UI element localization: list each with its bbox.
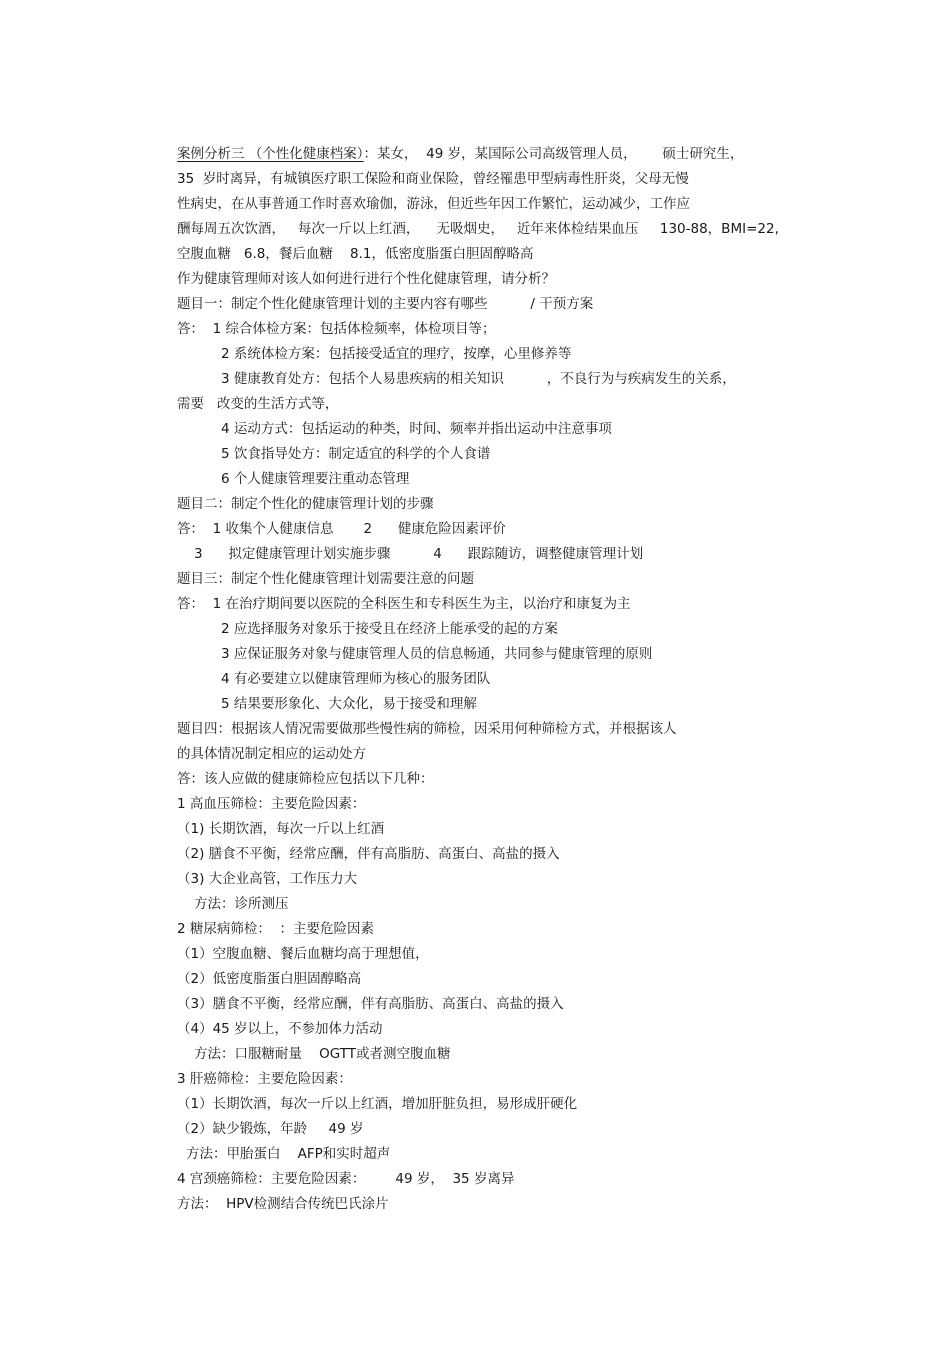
answer-line: 需要 改变的生活方式等， — [177, 396, 339, 412]
screening-hypertension: 1 高血压筛检：主要危险因素： — [177, 796, 366, 812]
risk-factor-item: （2）低密度脂蛋白胆固醇略高 — [177, 971, 362, 987]
screening-method: 方法： HPV检测结合传统巴氏涂片 — [177, 1196, 389, 1212]
answer-line: 2 系统体检方案：包括接受适宜的理疗，按摩，心里修养等 — [221, 346, 572, 362]
question-3-heading: 题目三：制定个性化健康管理计划需要注意的问题 — [177, 571, 474, 587]
answer-line: 4 有必要建立以健康管理师为核心的服务团队 — [221, 671, 491, 687]
risk-factor-item: （2) 膳食不平衡，经常应酬，伴有高脂肪、高蛋白、高盐的摄入 — [177, 846, 560, 862]
question-2-heading: 题目二：制定个性化的健康管理计划的步骤 — [177, 496, 434, 512]
case-title: 案例分析三 （个性化健康档案） — [177, 146, 364, 162]
risk-factor-item: （3) 大企业高管，工作压力大 — [177, 871, 358, 887]
answer-line: 5 结果要形象化、大众化，易于接受和理解 — [221, 696, 477, 712]
case-intro-line-2: 35 岁时离异，有城镇医疗职工保险和商业保险，曾经罹患甲型病毒性肝炎，父母无慢 — [177, 171, 689, 187]
answer-line: 答： 1 收集个人健康信息 2 健康危险因素评价 — [177, 521, 506, 537]
answer-line: 3 拟定健康管理计划实施步骤 4 跟踪随访，调整健康管理计划 — [194, 546, 644, 562]
case-intro-text: ：某女， 49 岁，某国际公司高级管理人员， 硕士研究生， — [363, 146, 744, 162]
answer-line: 4 运动方式：包括运动的种类，时间、频率并指出运动中注意事项 — [221, 421, 612, 437]
screening-diabetes: 2 糖尿病筛检： ：主要危险因素 — [177, 921, 374, 937]
answer-line: 5 饮食指导处方：制定适宜的科学的个人食谱 — [221, 446, 491, 462]
question-4-heading-cont: 的具体情况制定相应的运动处方 — [177, 746, 366, 762]
case-intro-line-1 — [177, 146, 743, 162]
case-question: 作为健康管理师对该人如何进行进行个性化健康管理，请分析？ — [177, 271, 555, 287]
answer-line: 3 应保证服务对象与健康管理人员的信息畅通，共同参与健康管理的原则 — [221, 646, 653, 662]
answer-line: 3 健康教育处方：包括个人易患疾病的相关知识 ，不良行为与疾病发生的关系， — [221, 371, 736, 387]
risk-factor-item: （2）缺少锻炼，年龄 49 岁 — [177, 1121, 364, 1137]
question-1-heading: 题目一：制定个性化健康管理计划的主要内容有哪些 / 干预方案 — [177, 296, 594, 312]
answer-line: 答： 1 综合体检方案：包括体检频率，体检项目等； — [177, 321, 496, 337]
answer-line: 6 个人健康管理要注重动态管理 — [221, 471, 410, 487]
answer-line: 2 应选择服务对象乐于接受且在经济上能承受的起的方案 — [221, 621, 558, 637]
case-intro-line-4: 酬每周五次饮酒， 每次一斤以上红酒， 无吸烟史， 近年来体检结果血压 130-88，BMI=22, — [177, 221, 779, 237]
question-4-heading: 题目四：根据该人情况需要做那些慢性病的筛检，因采用何种筛检方式，并根据该人 — [177, 721, 677, 737]
case-intro-line-3: 性病史，在从事普通工作时喜欢瑜伽，游泳，但近些年因工作繁忙，运动减少，工作应 — [177, 196, 690, 212]
answer-line: 答：该人应做的健康筛检应包括以下几种： — [177, 771, 434, 787]
risk-factor-item: （4）45 岁以上，不参加体力活动 — [177, 1021, 383, 1037]
screening-method: 方法：甲胎蛋白 AFP和实时超声 — [186, 1146, 391, 1162]
risk-factor-item: （1）长期饮酒，每次一斤以上红酒，增加肝脏负担，易形成肝硬化 — [177, 1096, 578, 1112]
screening-method: 方法：口服糖耐量 OGTT或者测空腹血糖 — [194, 1046, 451, 1062]
screening-cervical-cancer: 4 宫颈癌筛检：主要危险因素： 49 岁， 35 岁离异 — [177, 1171, 515, 1187]
risk-factor-item: （3）膳食不平衡，经常应酬，伴有高脂肪、高蛋白、高盐的摄入 — [177, 996, 564, 1012]
risk-factor-item: （1) 长期饮酒，每次一斤以上红酒 — [177, 821, 385, 837]
answer-line: 答： 1 在治疗期间要以医院的全科医生和专科医生为主，以治疗和康复为主 — [177, 596, 631, 612]
screening-liver-cancer: 3 肝癌筛检：主要危险因素： — [177, 1071, 352, 1087]
risk-factor-item: （1）空腹血糖、餐后血糖均高于理想值， — [177, 946, 429, 962]
screening-method: 方法：诊所测压 — [194, 896, 289, 912]
case-intro-line-5: 空腹血糖 6.8，餐后血糖 8.1，低密度脂蛋白胆固醇略高 — [177, 246, 534, 262]
